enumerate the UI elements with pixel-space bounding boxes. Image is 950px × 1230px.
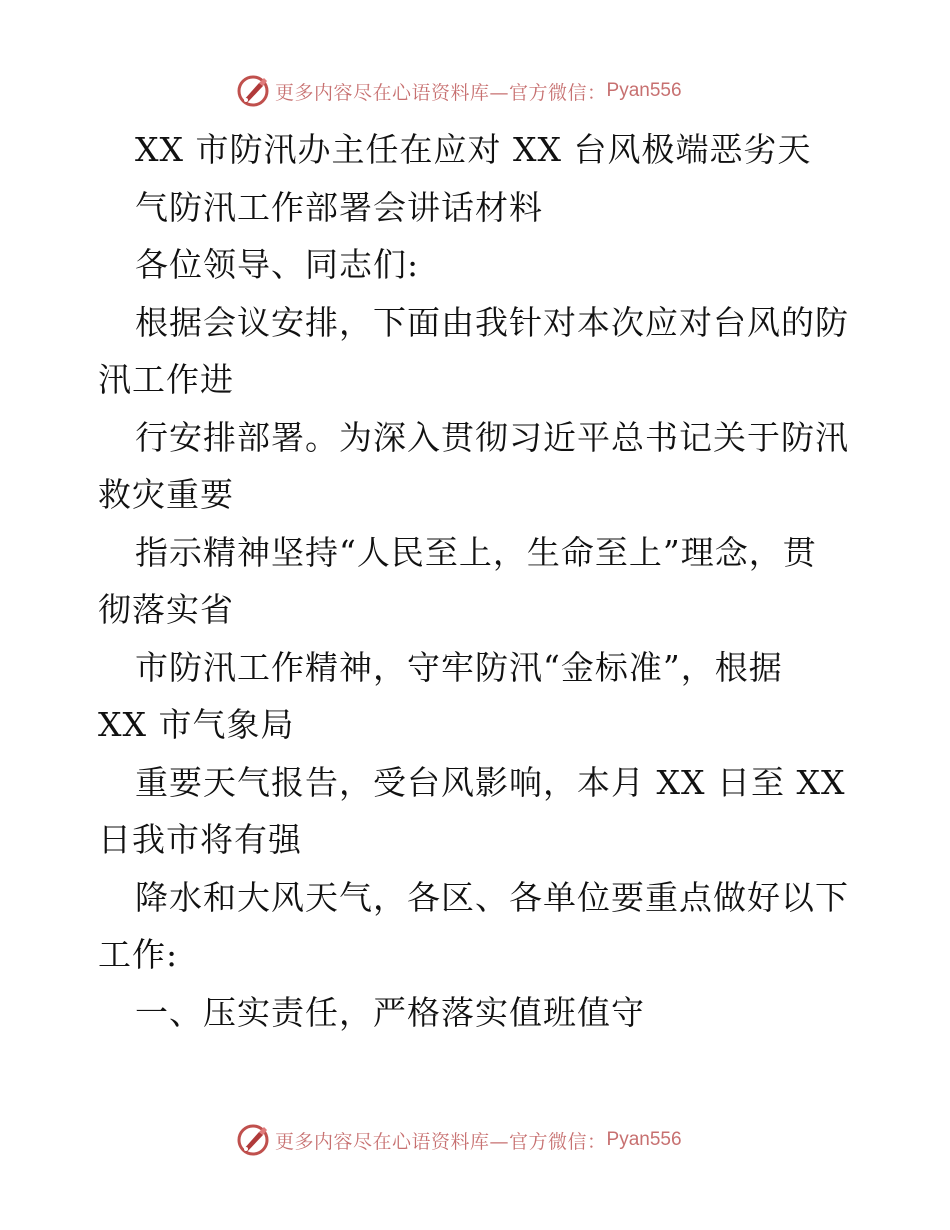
paragraph-line: 行安排部署。为深入贯彻习近平总书记关于防汛 <box>135 417 849 457</box>
footer-watermark <box>235 1122 682 1158</box>
paragraph-line: 降水和大风天气，各区、各单位要重点做好以下 <box>135 877 849 917</box>
paragraph-line: XX 市气象局 <box>98 705 295 744</box>
paragraph-line: 工作: <box>98 935 179 974</box>
title-line-1: XX 市防汛办主任在应对 XX 台风极端恶劣天 <box>135 130 812 169</box>
pen-logo-icon <box>235 73 271 109</box>
paragraph-line: 指示精神坚持“人民至上，生命至上”理念，贯 <box>135 532 817 572</box>
document-body <box>98 121 858 1041</box>
paragraph-line: 彻落实省 <box>98 590 234 629</box>
paragraph-line: 重要天气报告，受台风影响，本月 XX 日至 XX <box>135 762 846 802</box>
watermark-text: 更多内容尽在心语资料库—官方微信： <box>275 81 607 104</box>
watermark-account: Pyan556 <box>606 1129 682 1150</box>
pen-logo-icon <box>235 1122 271 1158</box>
title-line-2: 气防汛工作部署会讲话材料 <box>135 187 543 227</box>
paragraph-line: 救灾重要 <box>98 475 234 514</box>
paragraph-line: 根据会议安排，下面由我针对本次应对台风的防 <box>135 302 849 342</box>
paragraph-line: 市防汛工作精神，守牢防汛“金标准”，根据 <box>135 647 783 687</box>
section-heading: 一、压实责任，严格落实值班值守 <box>135 992 645 1032</box>
watermark-text: 更多内容尽在心语资料库—官方微信： <box>275 1130 607 1153</box>
paragraph-line: 汛工作进 <box>98 360 234 399</box>
salutation: 各位领导、同志们: <box>135 245 420 284</box>
header-watermark <box>235 73 682 109</box>
paragraph-line: 日我市将有强 <box>98 820 302 859</box>
watermark-account: Pyan556 <box>606 80 682 101</box>
